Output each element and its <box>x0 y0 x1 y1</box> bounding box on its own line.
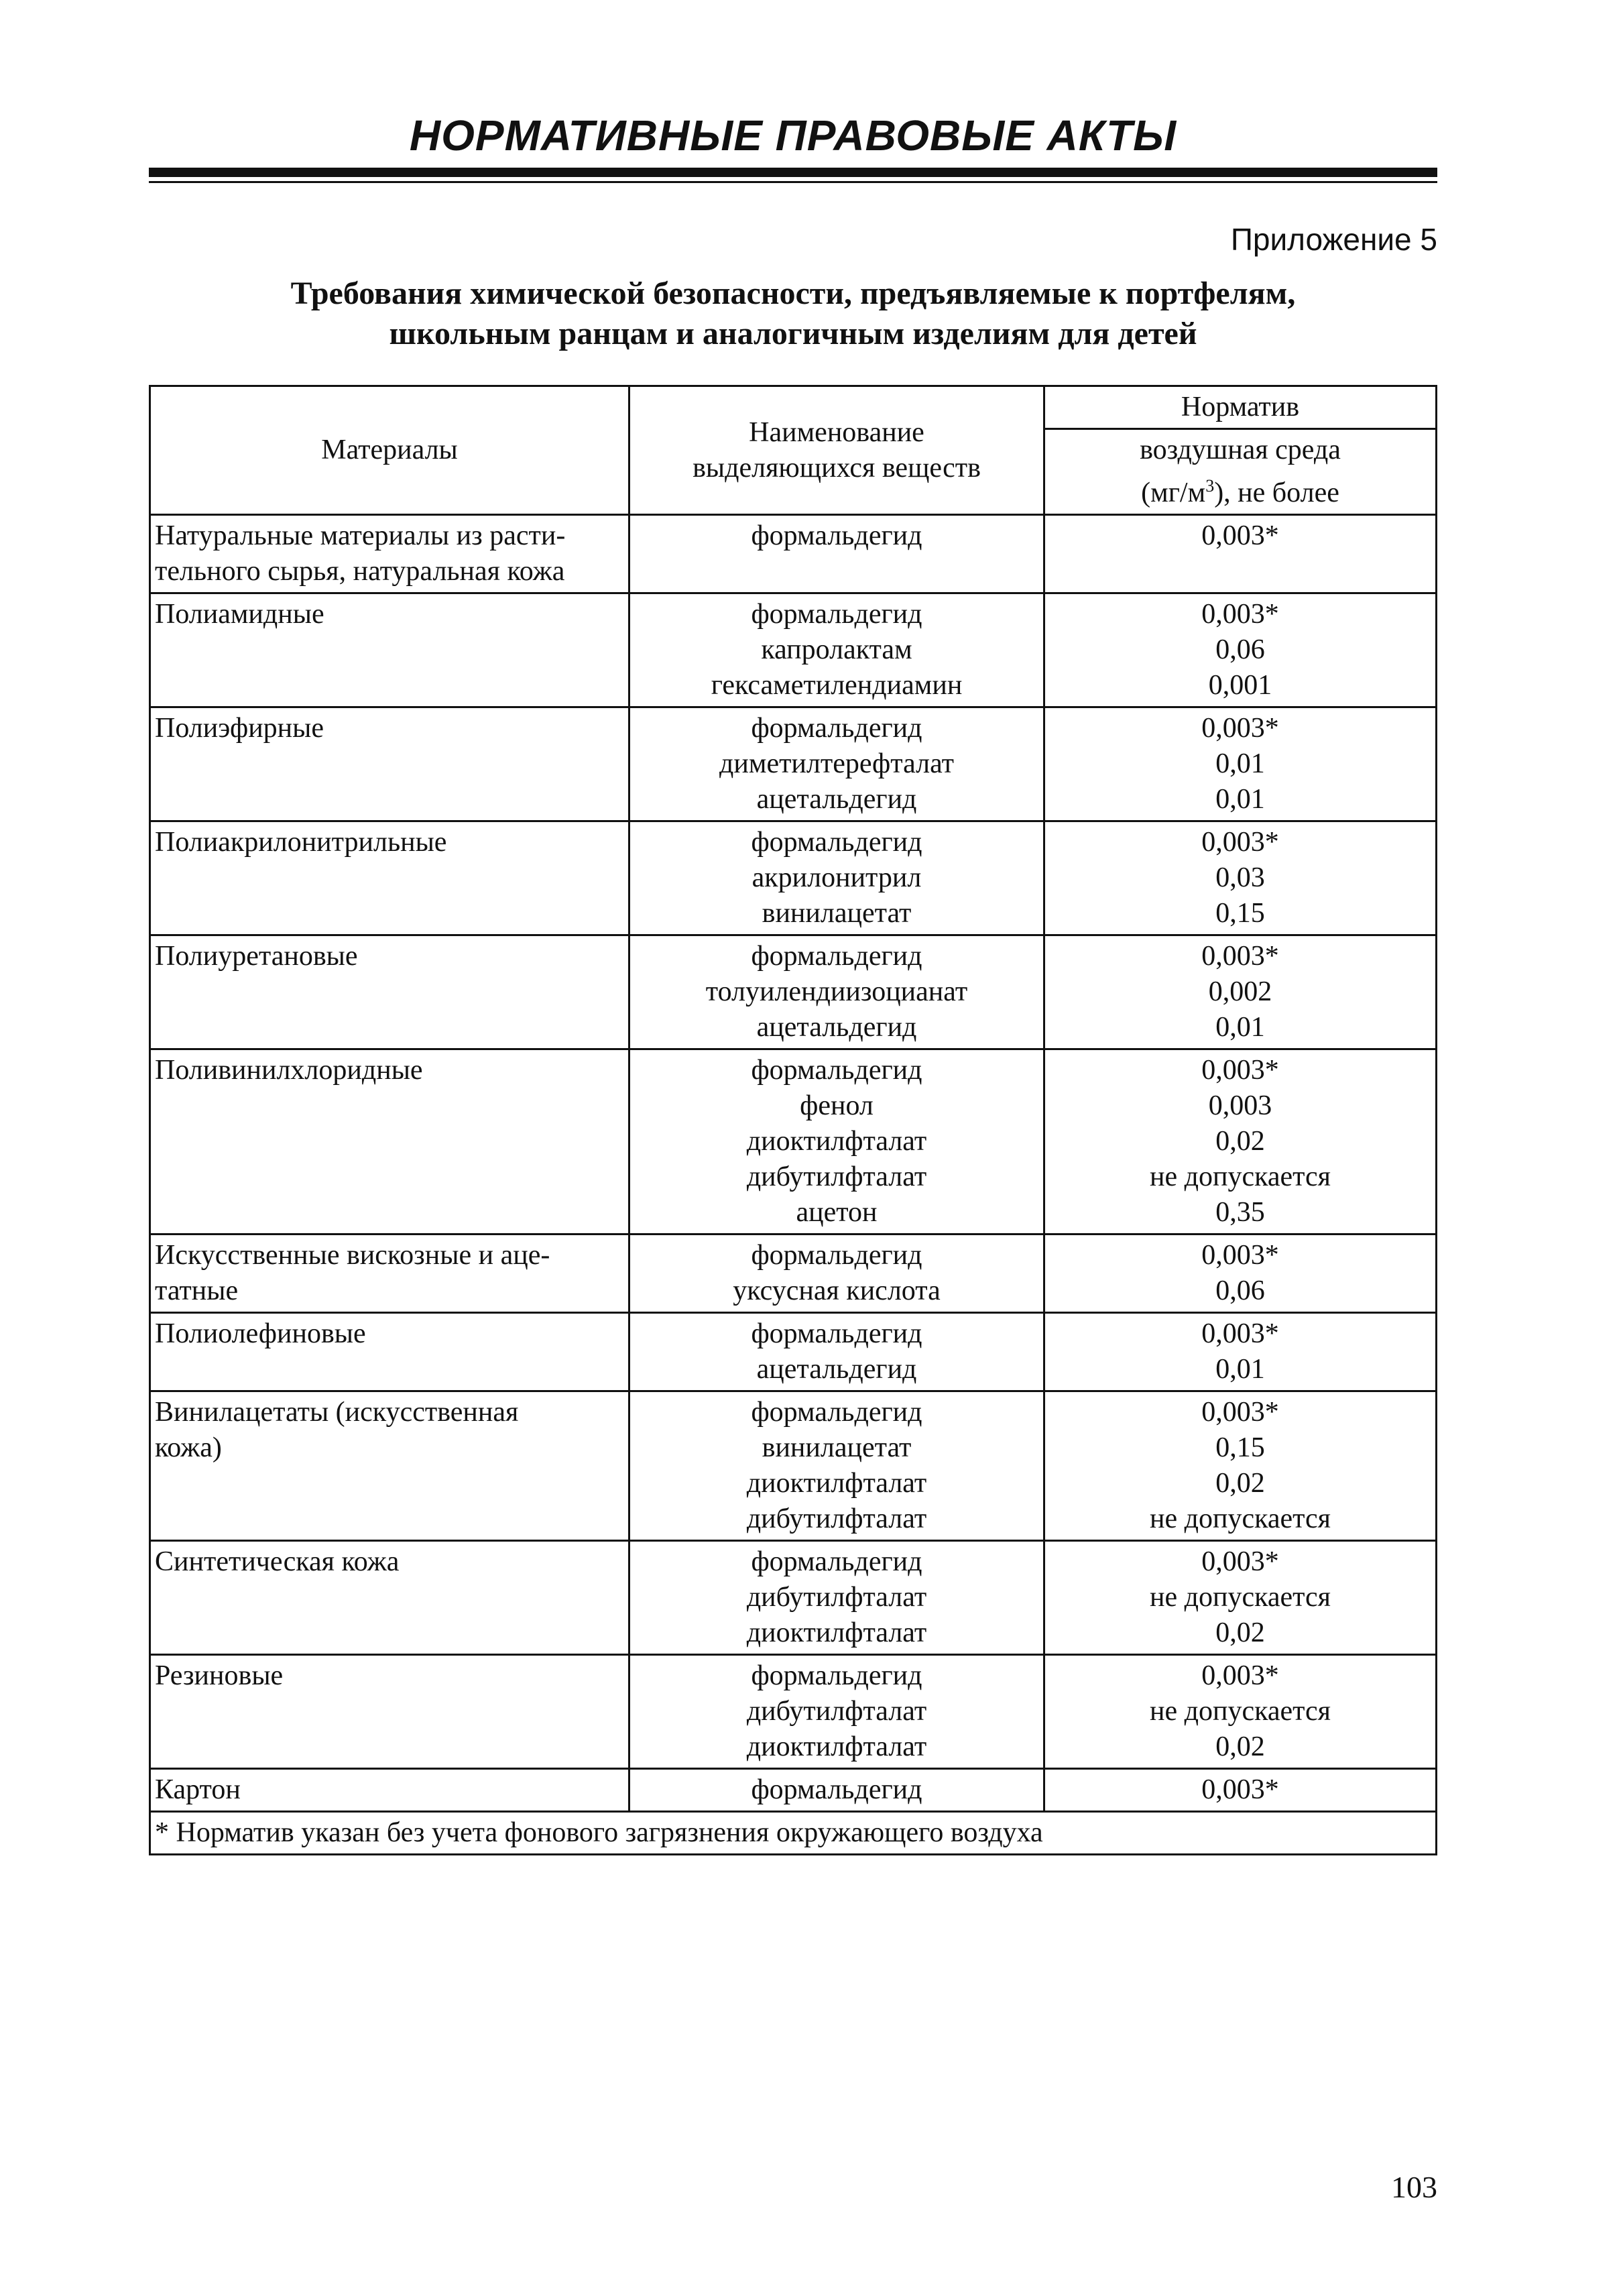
header-air-unit-sup: 3 <box>1205 476 1215 496</box>
substances-cell <box>629 1769 1044 1812</box>
norm-value: 0,003* <box>1201 1660 1279 1691</box>
substance-name: ацетальдегид <box>756 784 917 815</box>
norm-value: 0,01 <box>1215 1354 1265 1385</box>
norm-values-cell <box>1044 707 1437 821</box>
substance-name: формальдегид <box>751 827 922 858</box>
norm-value: 0,003* <box>1201 599 1279 630</box>
material-cell <box>150 1655 629 1769</box>
norm-value: 0,003* <box>1201 713 1279 744</box>
footnote-row <box>150 1812 1437 1855</box>
substances-cell <box>629 935 1044 1049</box>
substance-name: дибутилфталат <box>746 1582 927 1613</box>
norm-values-cell <box>1044 1313 1437 1391</box>
norm-value: не допускается <box>1150 1503 1331 1534</box>
norm-value: 0,003* <box>1201 1318 1279 1349</box>
norm-value: 0,01 <box>1215 784 1265 815</box>
norm-value: 0,02 <box>1215 1126 1265 1157</box>
substances-cell <box>629 1313 1044 1391</box>
substances-cell <box>629 821 1044 935</box>
substance-name: формальдегид <box>751 1660 922 1691</box>
norm-value: 0,003* <box>1201 520 1279 551</box>
page-number: 103 <box>1391 2170 1437 2204</box>
substance-name: формальдегид <box>751 599 922 630</box>
header-air-line-2 <box>1049 468 1431 511</box>
norm-values-cell <box>1044 935 1437 1049</box>
material-text: Полиуретановые <box>155 941 358 972</box>
substance-name: формальдегид <box>751 1240 922 1271</box>
substance-name: формальдегид <box>751 941 922 972</box>
table-row <box>150 1049 1437 1235</box>
material-text: тельного сырья, натуральная кожа <box>155 556 565 587</box>
material-cell <box>150 1049 629 1235</box>
substance-name: винилацетат <box>762 898 912 929</box>
substance-name: акрилонитрил <box>752 862 922 893</box>
title-line-1: Требования химической безопасности, предъявляемые к портфелям, <box>290 276 1296 311</box>
norm-value: 0,003* <box>1201 941 1279 972</box>
material-text: татные <box>155 1275 239 1306</box>
substance-name: дибутилфталат <box>746 1696 927 1727</box>
substances-cell <box>629 1541 1044 1655</box>
material-cell <box>150 1391 629 1541</box>
substance-name: формальдегид <box>751 1318 922 1349</box>
material-cell <box>150 1313 629 1391</box>
substance-name: формальдегид <box>751 1774 922 1805</box>
table-row <box>150 515 1437 593</box>
material-text: Натуральные материалы из расти- <box>155 520 566 551</box>
header-air-unit-a: (мг/м <box>1141 477 1206 508</box>
header-rule-thick <box>149 168 1437 177</box>
norm-value: 0,001 <box>1208 670 1272 701</box>
table-row <box>150 1541 1437 1655</box>
norm-values-cell <box>1044 1541 1437 1655</box>
norm-value: 0,01 <box>1215 1012 1265 1043</box>
norm-value: 0,002 <box>1208 976 1272 1007</box>
material-cell <box>150 1769 629 1812</box>
material-cell <box>150 707 629 821</box>
table-row <box>150 593 1437 707</box>
material-cell <box>150 1235 629 1313</box>
header-substances-line-2: выделяющихся веществ <box>693 452 981 483</box>
norm-value: 0,003* <box>1201 827 1279 858</box>
substances-cell <box>629 1391 1044 1541</box>
substances-cell <box>629 593 1044 707</box>
table-row <box>150 1391 1437 1541</box>
table-row <box>150 1655 1437 1769</box>
norm-values-cell <box>1044 1769 1437 1812</box>
table-row <box>150 935 1437 1049</box>
norm-value: 0,003* <box>1201 1774 1279 1805</box>
header-substances-line-1: Наименование <box>749 416 924 448</box>
norm-value: 0,15 <box>1215 898 1265 929</box>
substance-name: капролактам <box>761 634 912 665</box>
norm-values-cell <box>1044 1235 1437 1313</box>
header-materials: Материалы <box>150 386 629 515</box>
substances-cell <box>629 1049 1044 1235</box>
substance-name: дибутилфталат <box>746 1161 927 1192</box>
norm-value: 0,02 <box>1215 1617 1265 1648</box>
material-text: Полиэфирные <box>155 713 324 744</box>
norm-values-cell <box>1044 1049 1437 1235</box>
substances-cell <box>629 707 1044 821</box>
norm-value: 0,01 <box>1215 748 1265 779</box>
header-air-unit-b: ), не более <box>1214 477 1339 508</box>
substance-name: ацетальдегид <box>756 1012 917 1043</box>
document-title <box>149 274 1437 354</box>
norm-value: 0,03 <box>1215 862 1265 893</box>
material-text: Искусственные вискозные и аце- <box>155 1240 550 1271</box>
substances-cell <box>629 515 1044 593</box>
substances-cell <box>629 1235 1044 1313</box>
norm-value: 0,003* <box>1201 1055 1279 1086</box>
header-norm: Норматив <box>1044 386 1437 429</box>
table-body <box>150 515 1437 1812</box>
substance-name: винилацетат <box>762 1432 912 1463</box>
header-air-line-1: воздушная среда <box>1140 435 1341 465</box>
material-text: Резиновые <box>155 1660 284 1691</box>
table-row <box>150 821 1437 935</box>
material-cell <box>150 515 629 593</box>
substance-name: фенол <box>800 1090 874 1121</box>
substance-name: диоктилфталат <box>746 1126 927 1157</box>
material-text: Синтетическая кожа <box>155 1546 400 1577</box>
substance-name: формальдегид <box>751 520 922 551</box>
norm-values-cell <box>1044 1655 1437 1769</box>
norm-values-cell <box>1044 593 1437 707</box>
material-text: Картон <box>155 1774 241 1805</box>
header-rule-thin <box>149 181 1437 183</box>
table-header-row <box>150 386 1437 429</box>
table-row <box>150 1769 1437 1812</box>
substance-name: ацетальдегид <box>756 1354 917 1385</box>
norm-value: 0,003 <box>1208 1090 1272 1121</box>
norm-value: 0,003* <box>1201 1240 1279 1271</box>
material-text: Полиамидные <box>155 599 324 630</box>
table-row <box>150 1235 1437 1313</box>
substance-name: толуилендиизоцианат <box>705 976 968 1007</box>
substance-name: гексаметилендиамин <box>711 670 963 701</box>
norm-value: 0,06 <box>1215 1275 1265 1306</box>
norm-value: 0,35 <box>1215 1197 1265 1228</box>
norm-values-cell <box>1044 821 1437 935</box>
norm-value: не допускается <box>1150 1696 1331 1727</box>
table-row <box>150 1313 1437 1391</box>
substance-name: формальдегид <box>751 1397 922 1428</box>
title-line-2: школьным ранцам и аналогичным изделиям для детей <box>389 316 1197 351</box>
substance-name: формальдегид <box>751 1055 922 1086</box>
substance-name: диметилтерефталат <box>719 748 954 779</box>
appendix-label: Приложение 5 <box>1230 222 1437 257</box>
material-text: Полиолефиновые <box>155 1318 366 1349</box>
section-title: НОРМАТИВНЫЕ ПРАВОВЫЕ АКТЫ <box>409 111 1177 160</box>
table-row <box>150 707 1437 821</box>
substance-name: ацетон <box>796 1197 878 1228</box>
material-text: кожа) <box>155 1432 222 1463</box>
header-substances <box>629 386 1044 515</box>
norm-value: 0,003* <box>1201 1546 1279 1577</box>
substance-name: формальдегид <box>751 713 922 744</box>
material-text: Полиакрилонитрильные <box>155 827 447 858</box>
substance-name: диоктилфталат <box>746 1731 927 1762</box>
material-cell <box>150 935 629 1049</box>
material-cell <box>150 821 629 935</box>
footnote: * Норматив указан без учета фонового загрязнения окружающего воздуха <box>150 1812 1437 1855</box>
header-air <box>1044 429 1437 515</box>
material-cell <box>150 593 629 707</box>
norm-value: 0,02 <box>1215 1731 1265 1762</box>
substance-name: диоктилфталат <box>746 1468 927 1499</box>
norm-values-cell <box>1044 515 1437 593</box>
norm-value: 0,003* <box>1201 1397 1279 1428</box>
material-cell <box>150 1541 629 1655</box>
substance-name: уксусная кислота <box>733 1275 941 1306</box>
norms-table <box>149 385 1437 1855</box>
material-text: Поливинилхлоридные <box>155 1055 423 1086</box>
substances-cell <box>629 1655 1044 1769</box>
norm-value: не допускается <box>1150 1161 1331 1192</box>
norm-value: 0,06 <box>1215 634 1265 665</box>
substance-name: дибутилфталат <box>746 1503 927 1534</box>
norm-value: не допускается <box>1150 1582 1331 1613</box>
substance-name: формальдегид <box>751 1546 922 1577</box>
material-text: Винилацетаты (искусственная <box>155 1397 519 1428</box>
norm-value: 0,15 <box>1215 1432 1265 1463</box>
substance-name: диоктилфталат <box>746 1617 927 1648</box>
norm-values-cell <box>1044 1391 1437 1541</box>
norm-value: 0,02 <box>1215 1468 1265 1499</box>
